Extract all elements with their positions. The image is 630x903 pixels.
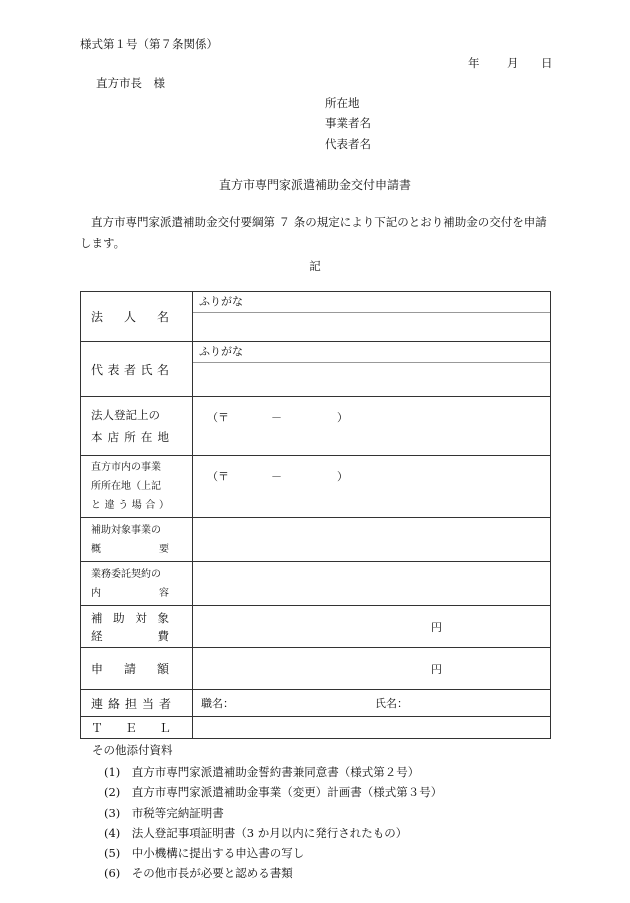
attachments-title: その他添付資料 — [92, 743, 173, 757]
table-row-contact-person — [81, 690, 551, 717]
attachment-item: (3) 市税等完納証明書 — [104, 806, 224, 820]
application-amount-field[interactable] — [193, 648, 551, 690]
table-row-corporate-name — [81, 292, 551, 342]
contract-details-field[interactable] — [193, 562, 551, 606]
rep-name-field[interactable] — [193, 342, 551, 397]
date-year-label: 年 — [468, 56, 480, 70]
document-body: 直方市専門家派遣補助金交付要綱第 ７ 条の規定により下記のとおり補助金の交付を申請します。 — [80, 215, 547, 250]
attachment-item: (4) 法人登記事項証明書（3 か月以内に発行されたもの） — [104, 826, 408, 840]
eligible-expense-label: 補 助 対 象 経 費 — [81, 606, 193, 648]
job-title-label: 職名： — [201, 697, 234, 710]
office-postal-code: （〒 － ） — [207, 470, 348, 483]
attachment-item: (5) 中小機構に提出する申込書の写し — [104, 846, 305, 860]
contact-person-field[interactable] — [193, 690, 551, 717]
table-row-hq-address — [81, 397, 551, 456]
ki-heading: 記 — [309, 259, 321, 273]
corp-name-furigana: ふりがな — [193, 292, 550, 313]
table-row-tel — [81, 717, 551, 739]
corp-name-label: 法 人 名 — [81, 292, 193, 342]
hq-postal-code: （〒 － ） — [207, 411, 348, 424]
application-form-table — [80, 291, 551, 739]
eligible-expense-field[interactable] — [193, 606, 551, 648]
table-row-project-summary — [81, 518, 551, 562]
date-month-label: 月 — [507, 56, 519, 70]
rep-name-furigana: ふりがな — [193, 342, 550, 363]
applicant-business-name-label: 事業者名 — [325, 116, 371, 130]
person-name-label: 氏名： — [375, 697, 408, 710]
project-summary-field[interactable] — [193, 518, 551, 562]
project-summary-label: 補助対象事業の 概 要 — [81, 518, 193, 562]
application-amount-label: 申 請 額 — [81, 648, 193, 690]
attachment-item: (6) その他市長が必要と認める書類 — [104, 866, 293, 880]
eligible-expense-yen-unit: 円 — [431, 620, 442, 634]
applicant-representative-label: 代表者名 — [325, 137, 371, 151]
contact-person-label: 連 絡 担 当 者 — [81, 690, 193, 717]
table-row-office-address — [81, 456, 551, 518]
table-row-contract-details — [81, 562, 551, 606]
rep-name-label: 代 表 者 氏 名 — [81, 342, 193, 397]
applicant-address-label: 所在地 — [325, 96, 360, 110]
date-day-label: 日 — [541, 56, 553, 70]
attachment-item: (1) 直方市専門家派遣補助金誓約書兼同意書（様式第２号） — [104, 765, 420, 779]
document-title: 直方市専門家派遣補助金交付申請書 — [218, 178, 411, 192]
office-address-label: 直方市内の事業 所所在地（上記 と 違 う 場 合 ） — [81, 456, 193, 518]
table-row-application-amount — [81, 648, 551, 690]
attachment-item: (2) 直方市専門家派遣補助金事業（変更）計画書（様式第３号） — [104, 785, 443, 799]
hq-address-field[interactable] — [193, 397, 551, 456]
form-number: 様式第１号（第７条関係） — [80, 37, 218, 51]
addressee: 直方市長 様 — [96, 76, 165, 90]
application-amount-yen-unit: 円 — [431, 662, 442, 676]
table-row-eligible-expense — [81, 606, 551, 648]
tel-field[interactable] — [193, 717, 551, 739]
office-address-field[interactable] — [193, 456, 551, 518]
corp-name-field[interactable] — [193, 292, 551, 342]
table-row-representative — [81, 342, 551, 397]
hq-address-label: 法人登記上の 本 店 所 在 地 — [81, 397, 193, 456]
contract-details-label: 業務委託契約の 内 容 — [81, 562, 193, 606]
tel-label: Ｔ Ｅ Ｌ — [81, 717, 193, 739]
